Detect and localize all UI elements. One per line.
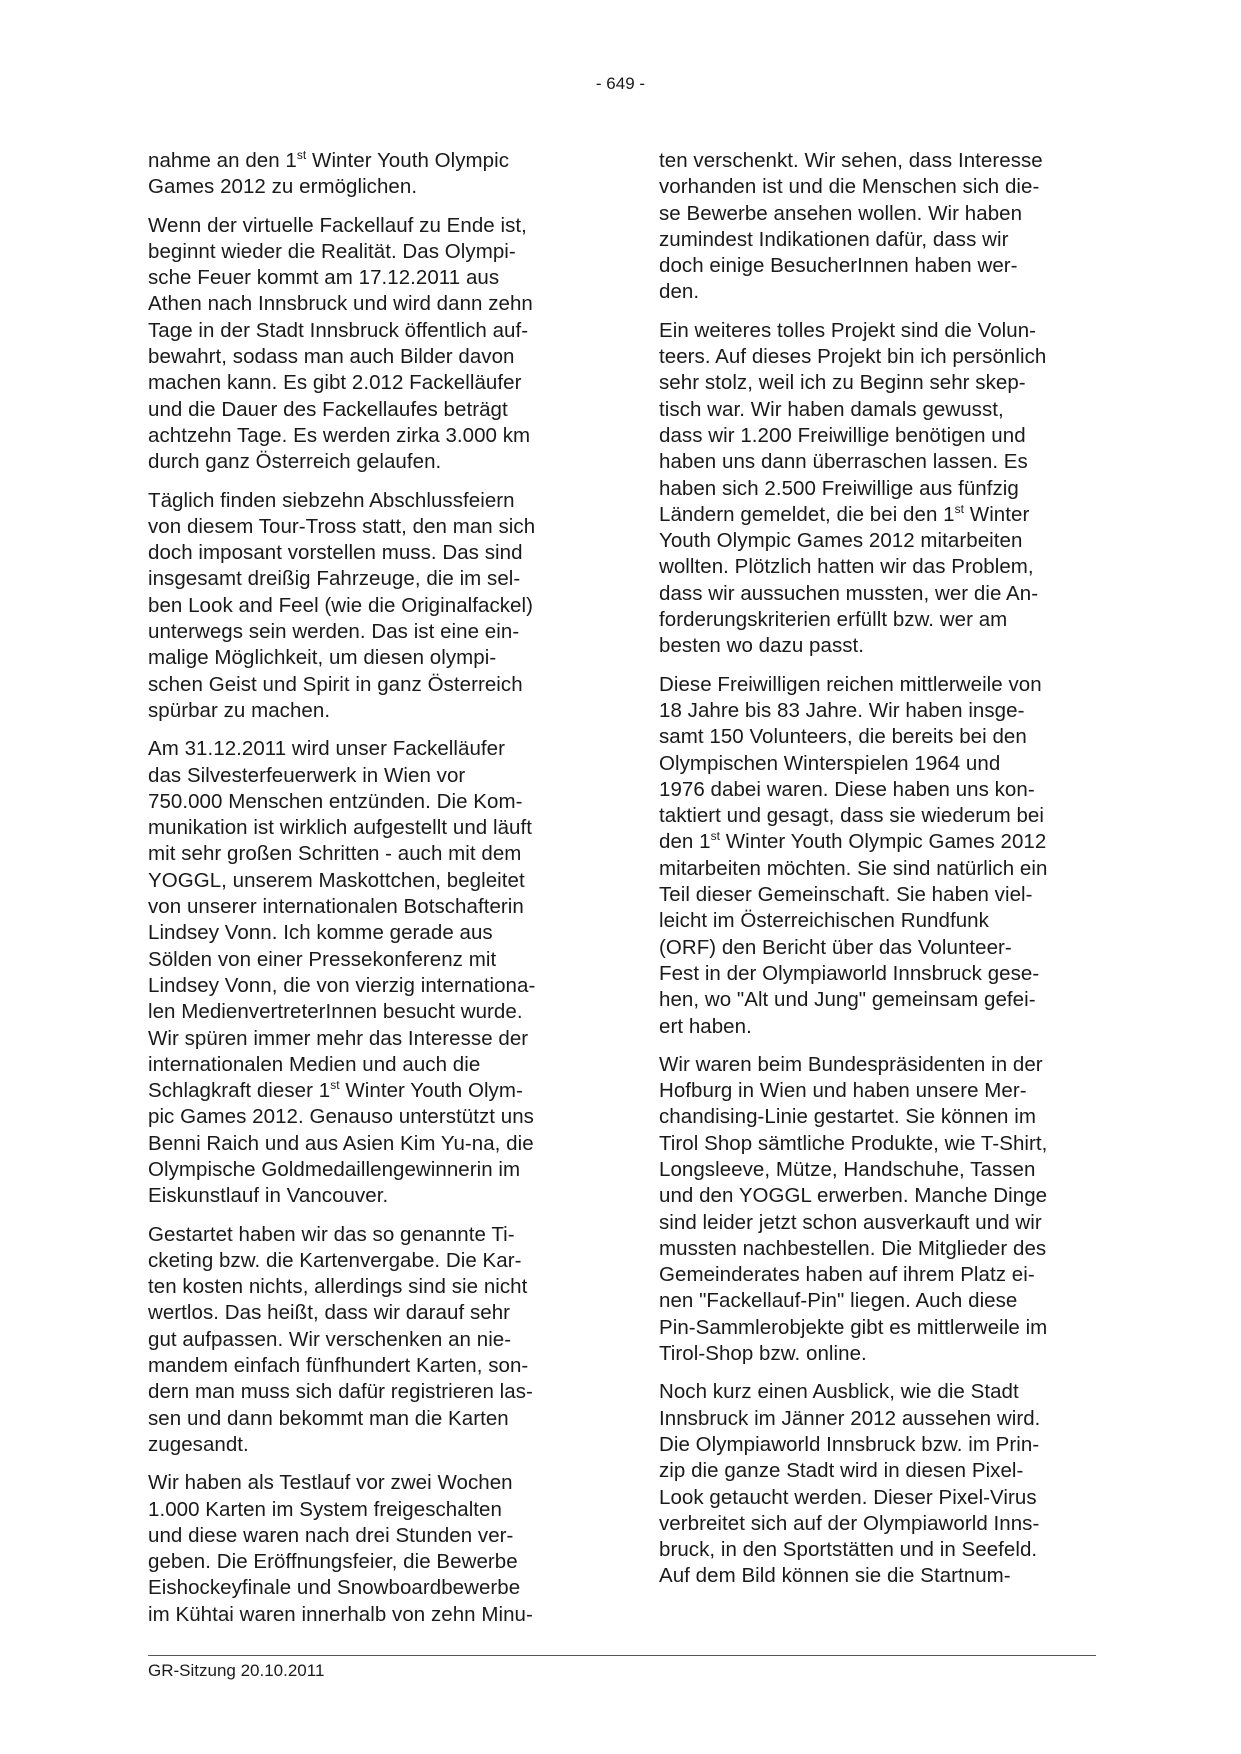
paragraph: Noch kurz einen Ausblick, wie die Stadt Innsbruck im Jänner 2012 aussehen wird. Die Olympiaworld Innsbruck bzw. im Prin- zip die ganze Stadt wird in diesen Pixel- Look getaucht werden. Dieser Pixel-Virus verbreitet sich auf der Olympiaworld Inns- bruck, in den Sportstätten und in Seefeld. Auf dem Bild können sie die Startnum- [659,1380,1041,1588]
paragraph-text: Ein weiteres tolles Projekt sind die Volun- teers. Auf dieses Projekt bin ich persönlich sehr stolz, weil ich zu Beginn sehr skep- tisch war. Wir haben damals gewusst, dass wir 1.200 Freiwillige benötigen und haben uns dann überraschen lassen. Es haben sich 2.500 Freiwillige aus fünfzig Ländern gemeldet, die bei den 1 [659,318,1047,526]
paragraph: ten verschenkt. Wir sehen, dass Interesse vorhanden ist und die Menschen sich die- se Bewerbe ansehen wollen. Wir haben zumindest Indikationen dafür, dass wir doch einige BesucherInnen haben wer- den. [659,149,1043,304]
paragraph-text: Am 31.12.2011 wird unser Fackelläufer das Silvesterfeuerwerk in Wien vor 750.000 Menschen entzünden. Die Kom- munikation ist wirklich aufgestellt und läuft mit sehr großen Schritten - auch mit dem YOGGL, unserem Maskottchen, begleitet von unserer internationalen Botschafterin Lindsey Vonn. Ich komme gerade aus Sölden von einer Pressekonferenz mit Lindsey Vonn, die von vierzig internationa- len MedienvertreterInnen besucht wurde. Wir spüren immer mehr das Interesse der internationalen Medien und auch die Schlagkraft dieser 1 [148,737,536,1103]
superscript: st [296,148,307,163]
paragraph [148,148,588,201]
paragraph: Täglich finden siebzehn Abschlussfeiern von diesem Tour-Tross statt, den man sich doch imposant vorstellen muss. Das sind insgesamt dreißig Fahrzeuge, die im sel- ben Look and Feel (wie die Originalfackel) unterwegs sein werden. Das ist eine ein- malige Möglichkeit, um diesen olympi- schen Geist und Spirit in ganz Österreich spürbar zu machen. [148,488,536,722]
paragraph [659,672,1099,1040]
footer-divider [148,1655,1096,1656]
paragraph-text: Winter Youth Olym- pic Games 2012. Genauso unterstützt uns Benni Raich und aus Asien Kim Yu-na, die Olympische Goldmedaillengewinnerin im Eiskunstlauf in Vancouver. [148,1079,534,1208]
paragraph-text: Winter Youth Olympic Games 2012 mitarbeiten wollten. Plötzlich hatten wir das Problem, dass wir aussuchen mussten, wer die An- forderungskriterien erfüllt bzw. wer am besten wo dazu passt. [659,502,1039,658]
superscript: st [954,502,965,517]
paragraph-text: Winter Youth Olympic Games 2012 zu ermöglichen. [148,149,510,199]
paragraph-text: Winter Youth Olympic Games 2012 mitarbeiten möchten. Sie sind natürlich ein Teil dieser Gemeinschaft. Sie haben viel- leicht im Österreichischen Rundfunk (ORF) den Bericht über das Volunteer- Fest in der Olympiaworld Innsbruck gese- hen, wo "Alt und Jung" gemeinsam gefei- ert haben. [659,830,1048,1038]
left-column [148,148,588,1640]
page-number: - 649 - [595,74,646,93]
footer-text: GR-Sitzung 20.10.2011 [148,1661,325,1680]
paragraph [659,318,1099,660]
superscript: st [330,1078,340,1093]
paragraph-text: Diese Freiwilligen reichen mittlerweile von 18 Jahre bis 83 Jahre. Wir haben insge- samt 150 Volunteers, die bereits bei den Olympischen Winterspielen 1964 und 1976 dabei waren. Diese haben uns kon- taktiert und gesagt, dass sie wiederum bei den 1 [659,672,1044,854]
paragraph: Wir haben als Testlauf vor zwei Wochen 1.000 Karten im System freigeschalten und diese waren nach drei Stunden ver- geben. Die Eröffnungsfeier, die Bewerbe Eishockeyfinale und Snowboardbewerbe im Kühtai waren innerhalb von zehn Minu- [148,1471,533,1626]
superscript: st [710,829,720,844]
right-column [659,148,1099,1602]
paragraph: Wenn der virtuelle Fackellauf zu Ende ist, beginnt wieder die Realität. Das Olympi- sche Feuer kommt am 17.12.2011 aus Athen nach Innsbruck und wird dann zehn Tage in der Stadt Innsbruck öffentlich auf- bewahrt, sodass man auch Bilder davon machen kann. Es gibt 2.012 Fackelläufer und die Dauer des Fackellaufes beträgt achtzehn Tage. Es werden zirka 3.000 km durch ganz Österreich gelaufen. [148,213,533,474]
paragraph-text: nahme an den 1 [148,149,297,172]
paragraph: Wir waren beim Bundespräsidenten in der Hofburg in Wien und haben unsere Mer- chandising-Linie gestartet. Sie können im Tirol Shop sämtliche Produkte, wie T-Shirt, Longsleeve, Mütze, Handschuhe, Tassen und den YOGGL erwerben. Manche Dinge sind leider jetzt schon ausverkauft und wir mussten nachbestellen. Die Mitglieder des Gemeinderates haben auf ihrem Platz ei- nen "Fackellauf-Pin" liegen. Auch diese Pin-Sammlerobjekte gibt es mittlerweile im Tirol-Shop bzw. online. [659,1052,1048,1366]
paragraph: Gestartet haben wir das so genannte Ti- cketing bzw. die Kartenvergabe. Die Kar- ten kosten nichts, allerdings sind sie nicht wertlos. Das heißt, dass wir darauf sehr gut aufpassen. Wir verschenken an nie- mandem einfach fünfhundert Karten, son- dern man muss sich dafür registrieren las- sen und dann bekommt man die Karten zugesandt. [148,1222,533,1456]
paragraph [148,736,588,1209]
